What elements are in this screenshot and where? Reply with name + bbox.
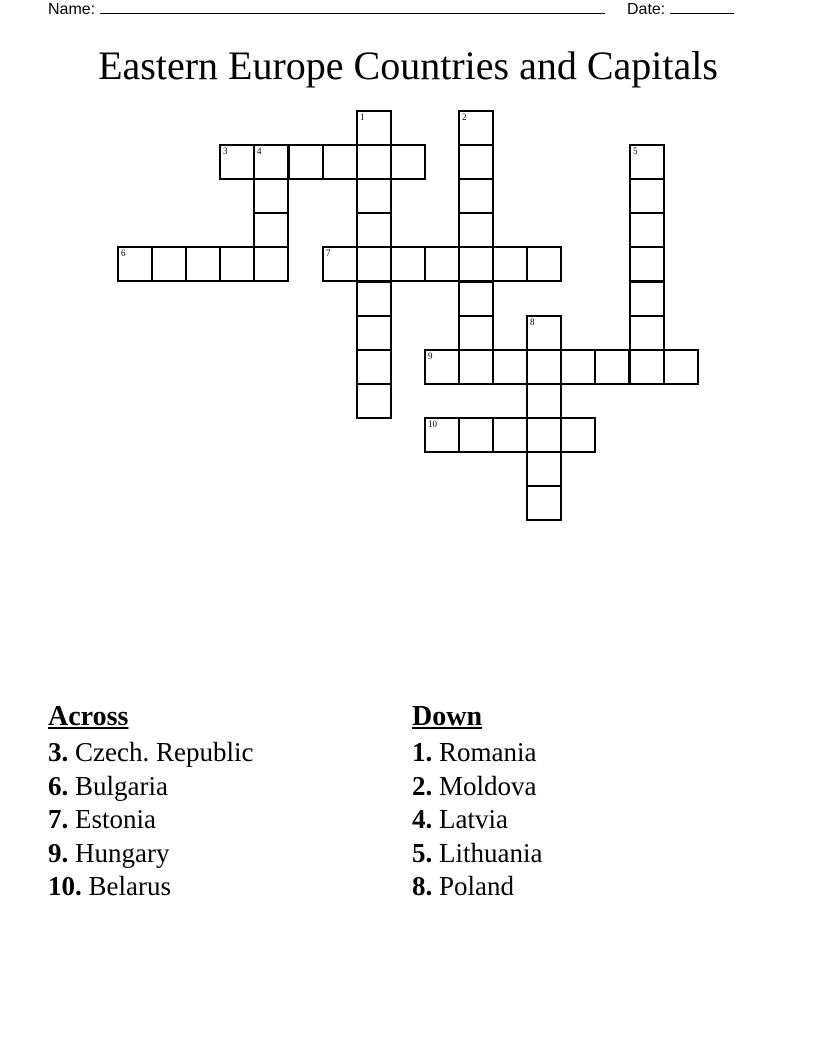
crossword-cell[interactable] — [253, 144, 289, 180]
crossword-cell[interactable] — [458, 212, 494, 248]
page-title: Eastern Europe Countries and Capitals — [98, 43, 718, 88]
clue-text: Romania — [439, 737, 537, 767]
crossword-cell[interactable] — [356, 383, 392, 419]
clue-text: Bulgaria — [75, 770, 168, 801]
crossword-cell[interactable] — [185, 246, 221, 282]
crossword-cell[interactable] — [219, 144, 255, 180]
clue-down-2 — [412, 770, 752, 804]
clue-across-6 — [48, 770, 388, 804]
name-label: Name: — [48, 1, 96, 18]
crossword-cell[interactable] — [560, 417, 596, 453]
clue-text: Estonia — [75, 804, 156, 834]
clue-text: Hungary — [75, 837, 170, 868]
crossword-cell[interactable] — [458, 417, 494, 453]
crossword-cell[interactable] — [322, 246, 358, 282]
crossword-cell[interactable] — [322, 144, 358, 180]
clue-number: 3. — [48, 737, 69, 767]
cell-number: 2 — [462, 112, 467, 122]
cell-number: 3 — [223, 146, 228, 156]
down-clues — [412, 700, 752, 904]
clue-text: Belarus — [88, 871, 171, 901]
across-clues — [48, 700, 388, 904]
crossword-cell[interactable] — [458, 110, 494, 146]
down-heading: Down — [412, 701, 483, 732]
crossword-cell[interactable] — [629, 246, 665, 282]
crossword-cell[interactable] — [458, 315, 494, 351]
crossword-cell[interactable] — [492, 349, 528, 385]
cell-number: 6 — [121, 248, 126, 258]
crossword-cell[interactable] — [629, 281, 665, 317]
crossword-cell[interactable] — [458, 144, 494, 180]
cell-number: 1 — [360, 112, 365, 122]
clue-across-7 — [48, 803, 388, 837]
cell-number: 8 — [530, 317, 535, 327]
clue-number: 9. — [48, 837, 69, 868]
clue-across-3 — [48, 736, 388, 770]
crossword-cell[interactable] — [356, 178, 392, 214]
crossword-cell[interactable] — [151, 246, 187, 282]
crossword-cell[interactable] — [458, 178, 494, 214]
crossword-cell[interactable] — [424, 349, 460, 385]
crossword-cell[interactable] — [253, 178, 289, 214]
crossword-cell[interactable] — [356, 212, 392, 248]
clue-text: Poland — [439, 871, 515, 901]
cell-number: 9 — [428, 351, 433, 361]
crossword-cell[interactable] — [424, 246, 460, 282]
clue-down-8 — [412, 870, 752, 904]
clue-number: 8. — [412, 871, 433, 901]
clue-down-4 — [412, 803, 752, 837]
crossword-cell[interactable] — [356, 281, 392, 317]
clue-number: 5. — [412, 837, 433, 868]
clue-text: Czech. Republic — [75, 737, 254, 767]
clue-text: Lithuania — [439, 837, 543, 868]
crossword-cell[interactable] — [629, 315, 665, 351]
clue-number: 7. — [48, 804, 69, 834]
crossword-cell[interactable] — [629, 349, 665, 385]
clue-number: 6. — [48, 770, 69, 801]
crossword-cell[interactable] — [458, 246, 494, 282]
cell-number: 7 — [326, 248, 331, 258]
clue-down-5 — [412, 837, 752, 871]
clue-down-1 — [412, 736, 752, 770]
crossword-cell[interactable] — [526, 451, 562, 487]
crossword-cell[interactable] — [458, 281, 494, 317]
crossword-cell[interactable] — [288, 144, 324, 180]
crossword-cell[interactable] — [356, 110, 392, 146]
clue-across-10 — [48, 870, 388, 904]
crossword-cell[interactable] — [492, 417, 528, 453]
clue-text: Moldova — [439, 770, 537, 801]
crossword-cell[interactable] — [424, 417, 460, 453]
crossword-cell[interactable] — [526, 417, 562, 453]
clue-number: 4. — [412, 804, 433, 834]
clue-number: 1. — [412, 737, 433, 767]
crossword-cell[interactable] — [663, 349, 699, 385]
crossword-cell[interactable] — [356, 246, 392, 282]
crossword-cell[interactable] — [526, 315, 562, 351]
crossword-cell[interactable] — [629, 144, 665, 180]
crossword-cell[interactable] — [117, 246, 153, 282]
clue-across-9 — [48, 837, 388, 871]
cell-number: 4 — [257, 146, 262, 156]
clue-number: 2. — [412, 770, 433, 801]
cell-number: 5 — [633, 146, 638, 156]
clue-text: Latvia — [439, 804, 508, 834]
date-label: Date: — [627, 1, 666, 18]
crossword-cell[interactable] — [390, 144, 426, 180]
crossword-cell[interactable] — [526, 246, 562, 282]
crossword-cell[interactable] — [390, 246, 426, 282]
crossword-cell[interactable] — [560, 349, 596, 385]
crossword-cell[interactable] — [526, 349, 562, 385]
crossword-cell[interactable] — [526, 383, 562, 419]
crossword-cell[interactable] — [458, 349, 494, 385]
crossword-cell[interactable] — [253, 212, 289, 248]
crossword-cell[interactable] — [492, 246, 528, 282]
crossword-cell[interactable] — [356, 315, 392, 351]
cell-number: 10 — [428, 419, 437, 429]
across-heading: Across — [48, 701, 129, 732]
crossword-cell[interactable] — [526, 485, 562, 521]
crossword-cell[interactable] — [594, 349, 630, 385]
crossword-cell[interactable] — [356, 144, 392, 180]
crossword-cell[interactable] — [629, 212, 665, 248]
crossword-cell[interactable] — [253, 246, 289, 282]
clue-number: 10. — [48, 871, 82, 901]
crossword-cell[interactable] — [356, 349, 392, 385]
crossword-cell[interactable] — [219, 246, 255, 282]
crossword-cell[interactable] — [629, 178, 665, 214]
